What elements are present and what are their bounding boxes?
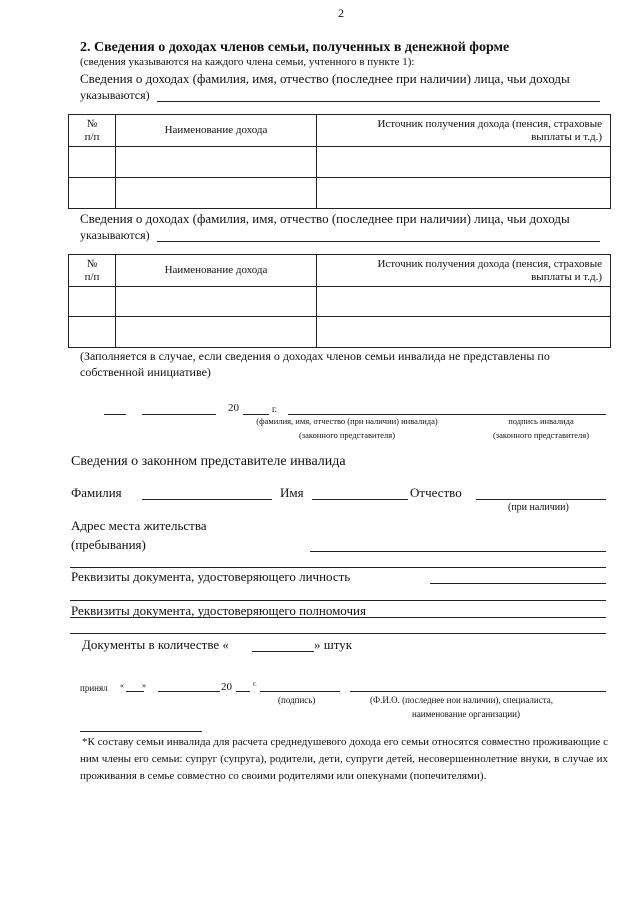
income-intro-line2: указываются) [80,228,150,242]
table-cell[interactable] [69,178,116,209]
section-title: 2. Сведения о доходах членов семьи, полученных в денежной форме [80,40,510,55]
table-cell[interactable] [116,147,317,178]
col-income-source-header: Источник получения дохода (пенсия, страховые выплаты и т.д.) [317,115,611,147]
income-intro-line1: Сведения о доходах (фамилия, имя, отчество (последнее при наличии) лица, чьи доходы [80,211,570,226]
fill-note-line1: (Заполняется в случае, если сведения о доходах членов семьи инвалида не представлены по [80,349,550,363]
if-any-caption: (при наличии) [508,502,569,513]
table-cell[interactable] [69,287,116,317]
table-row [69,147,611,178]
col-income-source-header: Источник получения дохода (пенсия, страховые выплаты и т.д.) [317,255,611,287]
name-label: Имя [280,485,304,500]
income-table [68,114,611,209]
col-income-name-header: Наименование дохода [116,115,317,147]
table-row [69,287,611,317]
col-number-header: № п/п [69,255,116,287]
table-cell[interactable] [317,317,611,348]
signature-name-field[interactable] [288,414,606,415]
id-doc-field[interactable] [430,583,606,584]
name-field[interactable] [312,499,408,500]
accepted-year-suffix: г. [253,680,257,688]
patronymic-label: Отчество [410,485,462,500]
docs-count-suffix: » штук [314,637,353,652]
accepted-month-field[interactable] [158,691,220,692]
quote-close: » [142,681,146,690]
month-field[interactable] [142,414,216,415]
accepted-fio-caption-line1: (Ф.И.О. (последнее нои наличии), специалиста, [370,695,553,705]
fill-note-line2: собственной инициативе) [80,365,211,379]
person-name-field[interactable] [157,241,600,242]
income-intro-line1: Сведения о доходах (фамилия, имя, отчество (последнее при наличии) лица, чьи доходы [80,71,570,86]
accepted-year-field[interactable] [236,691,250,692]
authority-doc-label: Реквизиты документа, удостоверяющего полномочия [71,603,366,618]
accepted-year-prefix: 20 [221,681,232,693]
col-income-name-header: Наименование дохода [116,255,317,287]
id-doc-field-extra[interactable] [70,600,606,601]
caption-sign-line2: (законного представителя) [492,430,590,440]
year-field[interactable] [243,414,269,415]
accepted-sign-field[interactable] [260,691,340,692]
accepted-label: принял [80,683,108,693]
rep-title: Сведения о законном представителе инвалида [71,454,346,469]
table-cell[interactable] [116,317,317,348]
address-label-line2: (пребывания) [71,537,146,552]
address-field[interactable] [310,551,606,552]
table-cell[interactable] [116,178,317,209]
day-field[interactable] [104,414,126,415]
table-cell[interactable] [317,287,611,317]
caption-sign-line1: подпись инвалида [508,416,574,426]
accepted-fio-caption-line2: наименование организации) [412,709,520,719]
table-cell[interactable] [116,287,317,317]
table-cell[interactable] [317,178,611,209]
income-table [68,254,611,348]
table-cell[interactable] [69,147,116,178]
section-subtitle: (сведения указываются на каждого члена семьи, учтенного в пункте 1): [80,56,415,68]
col-number-header: № п/п [69,115,116,147]
year-prefix: 20 [228,402,239,414]
table-cell[interactable] [317,147,611,178]
income-intro-line2: указываются) [80,88,150,102]
caption-fio-line2: (законного представителя) [298,430,396,440]
authority-doc-field-extra[interactable] [70,633,606,634]
table-row [69,317,611,348]
table-cell[interactable] [69,317,116,348]
page-number: 2 [338,6,344,20]
footnote-separator [80,731,202,732]
patronymic-field[interactable] [476,499,606,500]
surname-field[interactable] [142,499,272,500]
accepted-sign-caption: (подпись) [278,695,316,705]
accepted-day-field[interactable] [126,691,144,692]
authority-doc-field[interactable] [70,617,606,618]
docs-count-prefix: Документы в количестве « [82,637,229,652]
table-row [69,178,611,209]
docs-count-field[interactable] [252,651,314,652]
address-label-line1: Адрес места жительства [71,518,207,533]
year-suffix: г. [272,404,277,414]
caption-fio-line1: (фамилия, имя, отчество (при наличии) инвалида) [256,416,438,426]
surname-label: Фамилия [71,485,122,500]
quote-open: « [120,681,124,690]
id-doc-label: Реквизиты документа, удостоверяющего личность [71,569,351,584]
person-name-field[interactable] [157,101,600,102]
footnote: *К составу семьи инвалида для расчета среднедушевого дохода его семьи относятся совместно проживающие с ним члены его семьи: супруг (супруга), родители, дети, супруги детей, несовершеннолетние внуки, в случае их проживания в семье совместно со своими родителями или опекунами (попечителями). [80,736,608,782]
address-field-extra[interactable] [70,567,606,568]
accepted-fio-field[interactable] [350,691,606,692]
